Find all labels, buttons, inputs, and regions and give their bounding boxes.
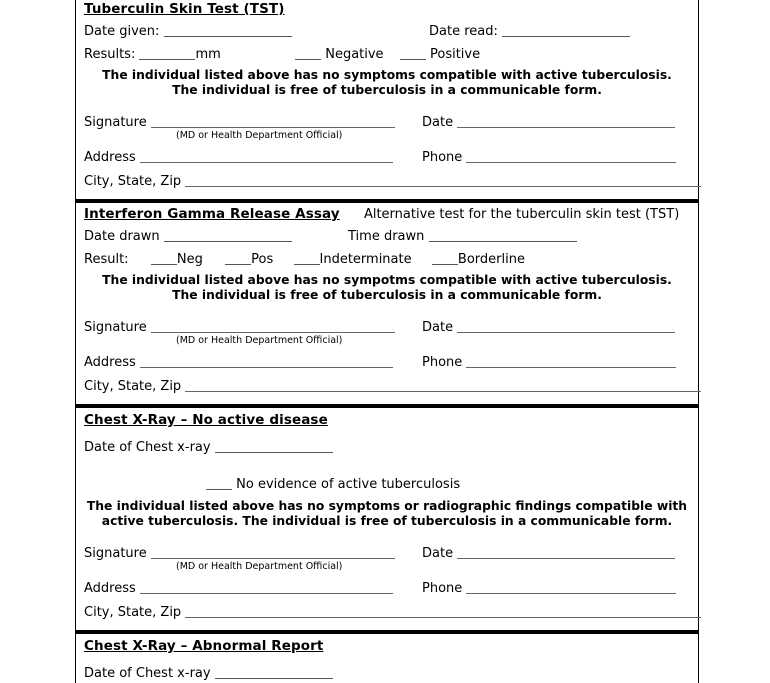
city-state-zip-label: City, State, Zip bbox=[84, 379, 182, 394]
result-borderline-label: Borderline bbox=[457, 252, 525, 267]
city-state-zip-input[interactable] bbox=[185, 380, 701, 392]
result-neg-label: Neg bbox=[176, 252, 203, 267]
signature-input[interactable] bbox=[151, 547, 395, 559]
result-neg-checkbox[interactable] bbox=[151, 253, 177, 265]
section-tuberculin-skin-test bbox=[76, 0, 698, 199]
result-pos-checkbox[interactable] bbox=[225, 253, 251, 265]
statement-tst: The individual listed above has no symptoms compatible with active tuberculosis. The individual is free of tuberculosis in a communicable form. bbox=[102, 68, 672, 97]
signature-caption: (MD or Health Department Official) bbox=[176, 130, 343, 141]
address-input[interactable] bbox=[140, 356, 393, 368]
signature-caption: (MD or Health Department Official) bbox=[176, 335, 343, 346]
city-state-zip-label: City, State, Zip bbox=[84, 174, 182, 189]
address-label: Address bbox=[84, 581, 136, 596]
no-evidence-label: No evidence of active tuberculosis bbox=[236, 477, 461, 492]
date-label: Date bbox=[422, 115, 454, 130]
time-drawn-group bbox=[348, 229, 577, 244]
city-state-zip-label: City, State, Zip bbox=[84, 605, 182, 620]
address-input[interactable] bbox=[140, 582, 393, 594]
signature-input[interactable] bbox=[151, 321, 395, 333]
positive-label: Positive bbox=[429, 47, 481, 62]
date-read-group bbox=[429, 24, 630, 39]
section-title-tst: Tuberculin Skin Test (TST) bbox=[84, 1, 285, 17]
result-indeterminate-label: Indeterminate bbox=[319, 252, 412, 267]
address-label: Address bbox=[84, 150, 136, 165]
result-borderline-checkbox[interactable] bbox=[432, 253, 458, 265]
signature-label: Signature bbox=[84, 546, 147, 561]
statement-igra: The individual listed above has no sympotms compatible with active tuberculosis. The individual is free of tuberculosis in a communicable form. bbox=[102, 273, 672, 302]
date-given-input[interactable] bbox=[164, 25, 292, 37]
result-pos-label: Pos bbox=[251, 252, 274, 267]
no-evidence-checkbox[interactable] bbox=[206, 478, 232, 490]
results-mm-input[interactable] bbox=[139, 48, 195, 60]
date-input[interactable] bbox=[457, 321, 675, 333]
result-label: Result: bbox=[84, 252, 129, 267]
mm-label: mm bbox=[195, 47, 221, 62]
signature-caption: (MD or Health Department Official) bbox=[176, 561, 343, 572]
city-state-zip-input[interactable] bbox=[185, 175, 701, 187]
date-of-chest-xray-label: Date of Chest x-ray bbox=[84, 440, 211, 455]
date-label: Date bbox=[422, 546, 454, 561]
section-title-cxr-normal: Chest X-Ray – No active disease bbox=[84, 412, 328, 428]
section-chest-xray-no-active-disease bbox=[76, 404, 698, 630]
date-group bbox=[422, 115, 675, 130]
results-label: Results: bbox=[84, 47, 136, 62]
phone-group bbox=[422, 150, 676, 165]
date-read-input[interactable] bbox=[502, 25, 630, 37]
negative-label: Negative bbox=[325, 47, 384, 62]
phone-input[interactable] bbox=[466, 356, 676, 368]
date-given-label: Date given: bbox=[84, 24, 160, 39]
phone-input[interactable] bbox=[466, 582, 676, 594]
address-input[interactable] bbox=[140, 151, 393, 163]
section-interferon-gamma-release-assay bbox=[76, 199, 698, 404]
date-drawn-label: Date drawn bbox=[84, 229, 160, 244]
phone-label: Phone bbox=[422, 581, 463, 596]
phone-group bbox=[422, 355, 676, 370]
time-drawn-input[interactable] bbox=[429, 230, 577, 242]
time-drawn-label: Time drawn bbox=[348, 229, 425, 244]
signature-input[interactable] bbox=[151, 116, 395, 128]
phone-label: Phone bbox=[422, 355, 463, 370]
section-title-igra-note: Alternative test for the tuberculin skin test (TST) bbox=[363, 207, 680, 222]
date-label: Date bbox=[422, 320, 454, 335]
date-drawn-input[interactable] bbox=[164, 230, 292, 242]
city-state-zip-input[interactable] bbox=[185, 606, 701, 618]
signature-label: Signature bbox=[84, 320, 147, 335]
positive-checkbox[interactable] bbox=[400, 48, 426, 60]
signature-label: Signature bbox=[84, 115, 147, 130]
negative-checkbox[interactable] bbox=[295, 48, 321, 60]
phone-group bbox=[422, 581, 676, 596]
date-of-chest-xray-input[interactable] bbox=[215, 667, 333, 679]
phone-input[interactable] bbox=[466, 151, 676, 163]
date-input[interactable] bbox=[457, 116, 675, 128]
section-title-cxr-abnormal: Chest X-Ray – Abnormal Report bbox=[84, 638, 324, 654]
date-of-chest-xray-input[interactable] bbox=[215, 441, 333, 453]
date-input[interactable] bbox=[457, 547, 675, 559]
date-read-label: Date read: bbox=[429, 24, 498, 39]
date-group bbox=[422, 546, 675, 561]
phone-label: Phone bbox=[422, 150, 463, 165]
tb-screening-form bbox=[75, 0, 699, 683]
date-group bbox=[422, 320, 675, 335]
section-chest-xray-abnormal-report bbox=[76, 630, 698, 681]
address-label: Address bbox=[84, 355, 136, 370]
result-indeterminate-checkbox[interactable] bbox=[294, 253, 320, 265]
section-title-igra: Interferon Gamma Release Assay bbox=[84, 206, 340, 222]
date-of-chest-xray-label: Date of Chest x-ray bbox=[84, 666, 211, 681]
statement-cxr-normal: The individual listed above has no symptoms or radiographic findings compatible with active tuberculosis. The individual is free of tuberculosis in a communicable form. bbox=[86, 499, 688, 528]
